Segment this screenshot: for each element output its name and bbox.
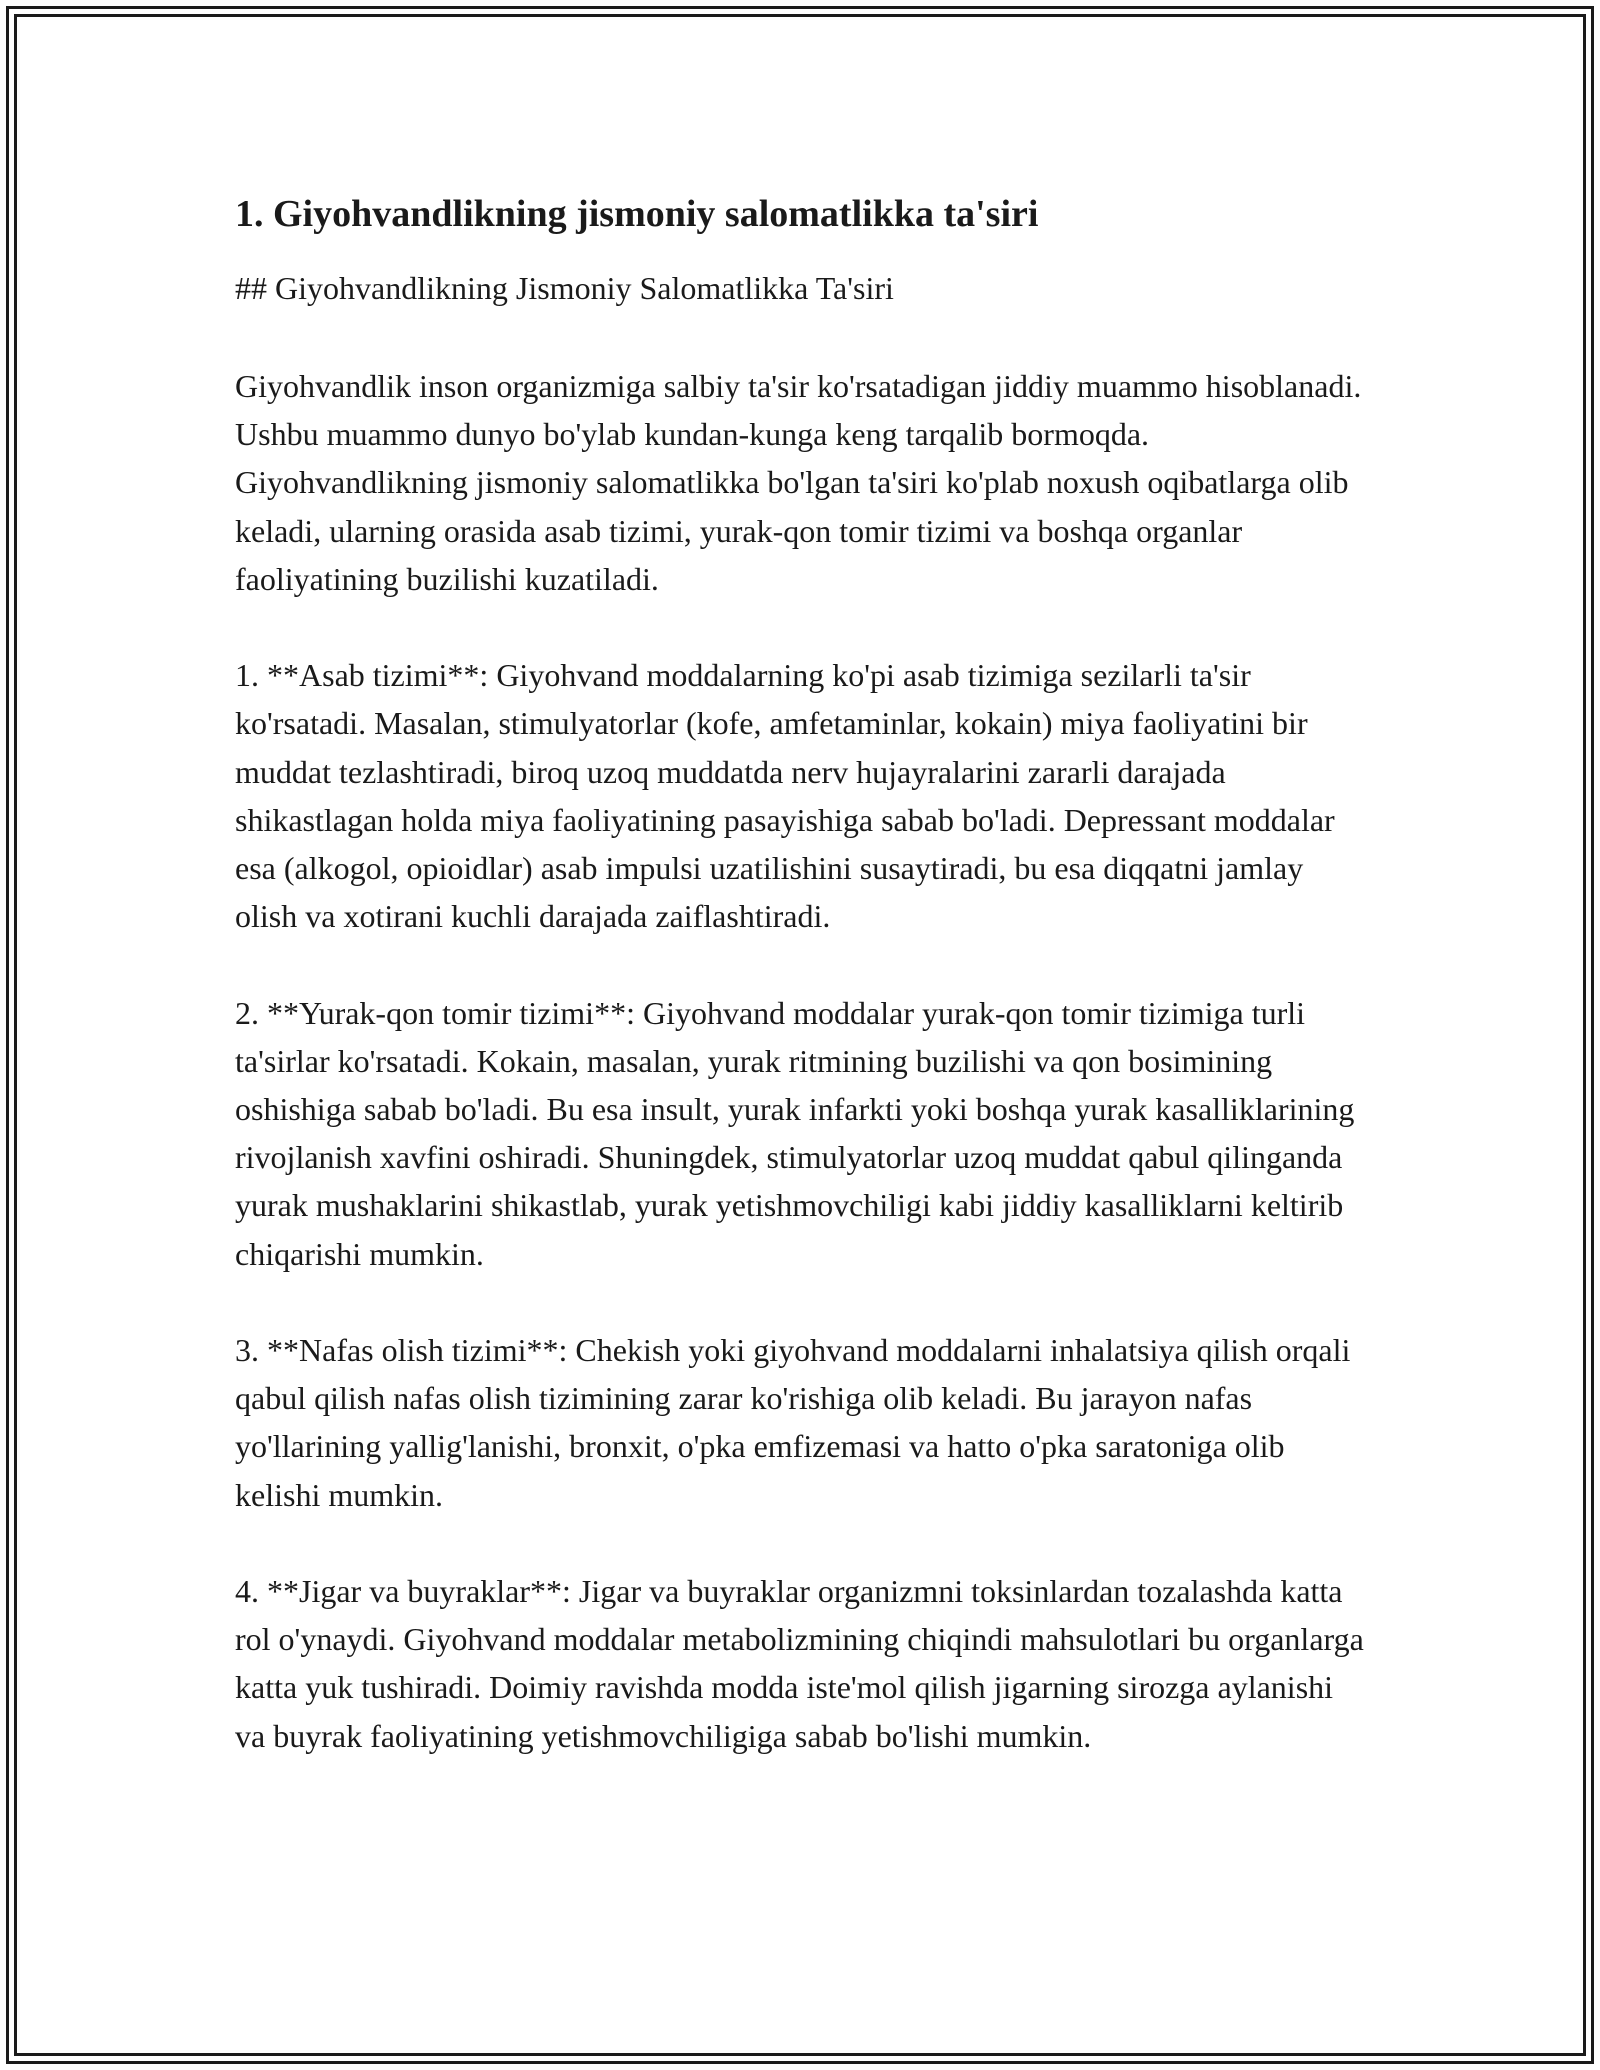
document-subheading: ## Giyohvandlikning Jismoniy Salomatlikka Ta'siri: [235, 270, 894, 306]
liver-kidney-paragraph: 4. **Jigar va buyraklar**: Jigar va buyraklar organizmni toksinlardan tozalashda katta rol o'ynaydi. Giyohvand moddalar metabolizmining chiqindi mahsulotlari bu organlarga katta yuk tushiradi. Doimiy ravishda modda iste'mol qilish jigarning sirozga aylanishi va buyrak faoliyatining yetishmovchiligiga sabab bo'lishi mumkin.: [235, 1573, 1364, 1754]
document-body: [235, 186, 1365, 1808]
respiratory-paragraph: 3. **Nafas olish tizimi**: Chekish yoki giyohvand moddalarni inhalatsiya qilish orqali qabul qilish nafas olish tizimining zarar ko'rishiga olib keladi. Bu jarayon nafas yo'llarining yallig'lanishi, bronxit, o'pka emfizemasi va hatto o'pka saratoniga olib kelishi mumkin.: [235, 1332, 1351, 1513]
document-title: 1. Giyohvandlikning jismoniy salomatlikka ta'siri: [235, 193, 1039, 235]
intro-paragraph: Giyohvandlik inson organizmiga salbiy ta'sir ko'rsatadigan jiddiy muammo hisoblanadi. Ushbu muammo dunyo bo'ylab kundan-kunga keng tarqalib bormoqda. Giyohvandlikning jismoniy salomatlikka bo'lgan ta'siri ko'plab noxush oqibatlarga olib keladi, ularning orasida asab tizimi, yurak-qon tomir tizimi va boshqa organlar faoliyatining buzilishi kuzatiladi.: [235, 368, 1362, 597]
nervous-system-paragraph: 1. **Asab tizimi**: Giyohvand moddalarning ko'pi asab tizimiga sezilarli ta'sir ko'rsatadi. Masalan, stimulyatorlar (kofe, amfetaminlar, kokain) miya faoliyatini bir muddat tezlashtiradi, biroq uzoq muddatda nerv hujayralarini zararli darajada shikastlagan holda miya faoliyatining pasayishiga sabab bo'ladi. Depressant moddalar esa (alkogol, opioidlar) asab impulsi uzatilishini susaytiradi, bu esa diqqatni jamlay olish va xotirani kuchli darajada zaiflashtiradi.: [235, 657, 1335, 935]
cardiovascular-paragraph: 2. **Yurak-qon tomir tizimi**: Giyohvand moddalar yurak-qon tomir tizimiga turli ta'sirlar ko'rsatadi. Kokain, masalan, yurak ritmining buzilishi va qon bosimining oshishiga sabab bo'ladi. Bu esa insult, yurak infarkti yoki boshqa yurak kasalliklarining rivojlanish xavfini oshiradi. Shuningdek, stimulyatorlar uzoq muddat qabul qilinganda yurak mushaklarini shikastlab, yurak yetishmovchiligi kabi jiddiy kasalliklarni keltirib chiqarishi mumkin.: [235, 994, 1355, 1272]
